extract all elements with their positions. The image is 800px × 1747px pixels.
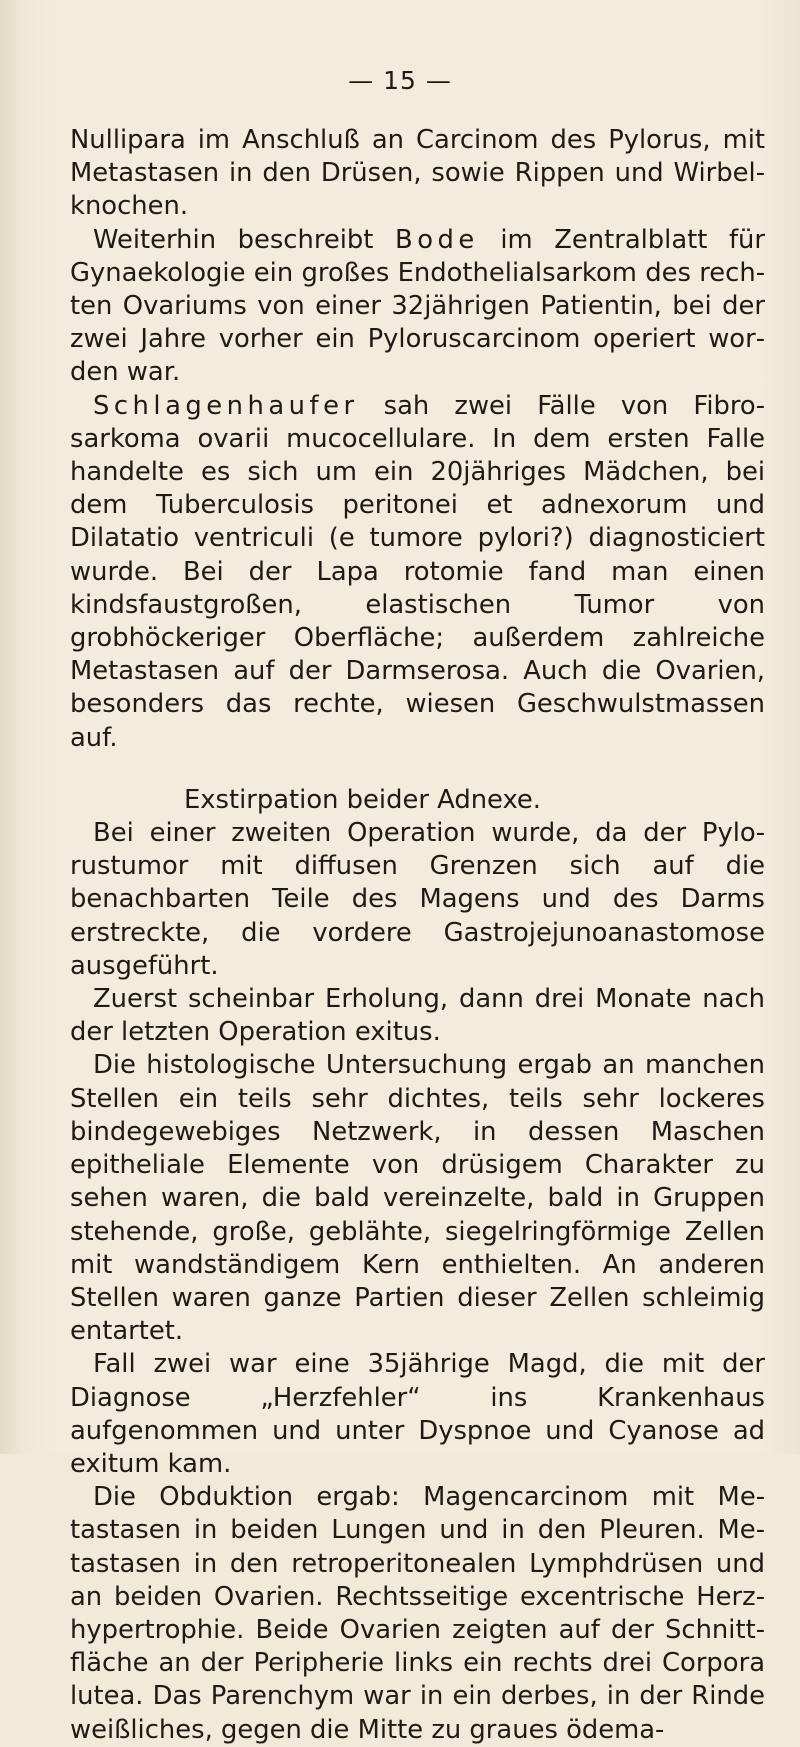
page-number: — 15 —	[348, 66, 452, 95]
paragraph-6: Zuerst scheinbar Erholung, dann drei Monate nach der letzten Operation exitus.	[70, 984, 765, 1048]
paragraph-3	[70, 390, 765, 755]
paragraph-2	[70, 224, 765, 390]
paragraph-8: Fall zwei war eine 35jährige Magd, die mit der Diagnose „Herzfehler“ ins Krankenhaus aufgenommen und unter Dyspnoe und Cyanose ad exitum kam.	[70, 1349, 765, 1479]
body-text	[70, 124, 765, 1747]
paragraph-3-rest: sah zwei Fälle von Fibrosarkoma ovarii mucocellulare. In dem ersten Falle handelte es sich um ein 20jähriges Mädchen, bei dem Tuberculosis peritonei et adnexorum und Dilatatio ventriculi (e tumore pylori?) diagnosticiert wurde. Bei der Lapa rotomie fand man einen kindsfaustgroßen, elastischen Tumor von grobhöckeriger Oberfläche; außerdem zahlreiche Metastasen auf der Darmserosa. Auch die Ovarien, besonders das rechte, wiesen Geschwulstmassen auf.	[70, 390, 765, 753]
paragraph-1: Nullipara im Anschluß an Carcinom des Pylorus, mit Metastasen in den Drüsen, sowie Rippen und Wirbelknochen.	[70, 125, 765, 222]
paragraph-gap	[70, 755, 765, 784]
paragraph-2-rest: im Zentralblatt für Gynaekologie ein großes Endothelialsarkom des rechten Ovariums von einer 32jährigen Patientin, bei der zwei Jahre vorher ein Pyloruscarcinom operiert worden war.	[70, 224, 765, 388]
author-name-schlagenhaufer: Schlagenhaufer	[93, 390, 359, 421]
paragraph-2-lead: Weiterhin beschreibt	[93, 224, 395, 255]
paragraph-9: Die Obduktion ergab: Magencarcinom mit Metastasen in beiden Lungen und in den Pleuren. Metastasen in den retroperitonealen Lymphdrüsen und an beiden Ovarien. Rechtsseitige excentrische Herzhypertrophie. Beide Ovarien zeigten auf der Schnittfläche an der Peripherie links ein rechts drei Corpora lutea. Das Parenchym war in ein derbes, in der Rinde weißliches, gegen die Mitte zu graues ödema-	[70, 1482, 765, 1745]
paragraph-7: Die histologische Untersuchung ergab an manchen Stellen ein teils sehr dichtes, teils sehr lockeres bindegewebiges Netzwerk, in dessen Maschen epitheliale Elemente von drüsigem Charakter zu sehen waren, die bald vereinzelte, bald in Gruppen stehende, große, geblähte, siegelringförmige Zellen mit wandständigem Kern enthielten. An anderen Stellen waren ganze Partien dieser Zellen schleimig entartet.	[70, 1050, 765, 1347]
author-name-bode: Bode	[395, 224, 479, 255]
paragraph-4: Exstirpation beider Adnexe.	[183, 784, 542, 815]
paragraph-5: Bei einer zweiten Operation wurde, da der Pylorustumor mit diffusen Grenzen sich auf die benachbarten Teile des Magens und des Darms erstreckte, die vordere Gastrojejunoanastomose ausgeführt.	[70, 818, 765, 981]
